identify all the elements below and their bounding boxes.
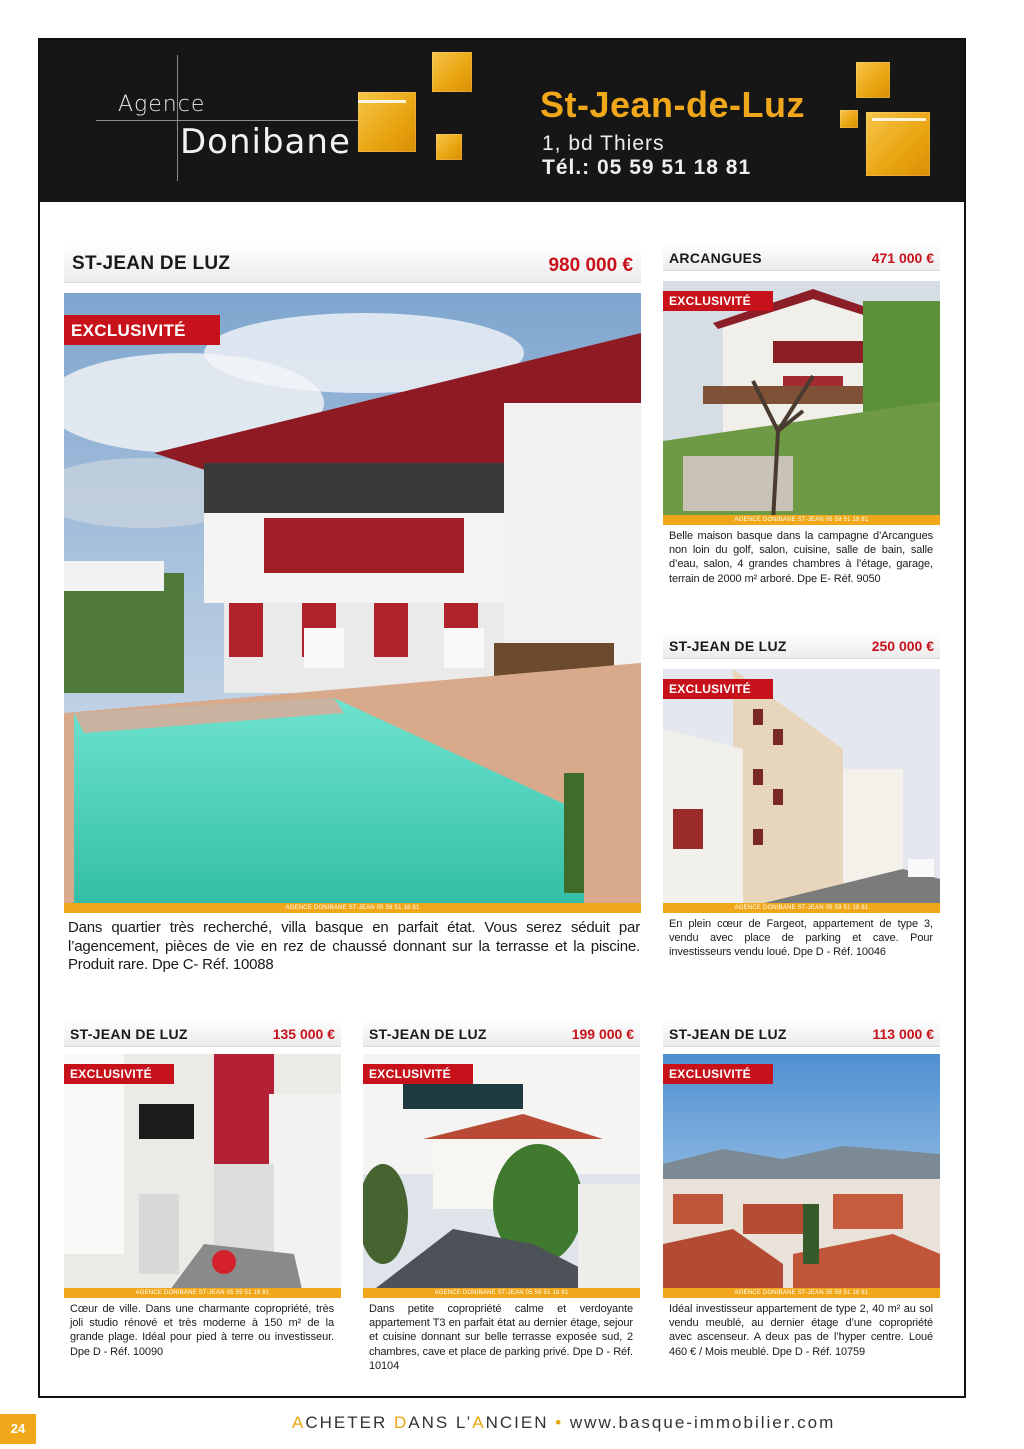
agency-phone[interactable]: Tél.: 05 59 51 18 81 [542,156,752,179]
exclusivity-badge: EXCLUSIVITÉ [64,1064,174,1084]
villa-pool-illustration [64,293,641,913]
exclusivity-badge: EXCLUSIVITÉ [64,315,220,345]
logo-square-small-icon [432,52,472,92]
listing-price: 471 000 € [871,250,934,266]
photo-credit: AGENCE DONIBANE ST-JEAN 05 59 51 18 81 [663,515,940,525]
listing-description: En plein cœur de Fargeot, appartement de type 3, vendu avec place de parking et cave. Pour investisseurs vendu loué. Dpe D - Réf. 10046 [669,918,933,959]
footer-word-dans: ANS L’ [408,1413,473,1432]
agency-header [40,40,964,202]
footer-initial-a: A [292,1413,306,1432]
listing-price: 250 000 € [871,638,934,654]
exclusivity-badge: EXCLUSIVITÉ [663,679,773,699]
listing-photo-street-building[interactable] [663,669,940,913]
residence-garden-illustration [363,1054,640,1298]
square-highlight-icon [872,118,926,121]
basque-house-illustration [663,281,940,525]
exclusivity-badge: EXCLUSIVITÉ [663,1064,773,1084]
page-number: 24 [0,1414,36,1444]
listing-location: ST-JEAN DE LUZ [72,253,231,274]
logo-agence: Agence [118,92,206,117]
footer-word-ancien: NCIEN [485,1413,549,1432]
footer-initial-a2: A [472,1413,486,1432]
listing-photo-studio-kitchen[interactable] [64,1054,341,1298]
street-building-illustration [663,669,940,913]
studio-kitchen-illustration [64,1054,341,1298]
listing-location: ST-JEAN DE LUZ [369,1026,487,1042]
listing-price: 199 000 € [571,1026,634,1042]
listing-header-rooftops [663,1019,940,1047]
footer-banner [292,1413,835,1433]
listing-header-t3 [363,1019,640,1047]
logo-divider-vertical [177,55,178,181]
listing-description: Idéal investisseur appartement de type 2, 40 m² au sol vendu meublé, au dernier étage d’une copropriété avec ascenseur. A deux pas de l’hyper centre. Loué 460 € / Mois meublé. Dpe D - Réf. 10759 [669,1303,933,1358]
logo-donibane: Donibane [180,122,351,162]
logo-square-tiny-icon [436,134,462,160]
listing-photo-rooftop-view[interactable] [663,1054,940,1298]
footer-word-acheter: CHETER [305,1413,394,1432]
footer-separator: • [548,1413,570,1432]
footer-website-link[interactable]: www.basque-immobilier.com [569,1413,836,1432]
logo-divider-horizontal [96,120,380,121]
listing-photo-residence-garden[interactable] [363,1054,640,1298]
listing-header-arcangues [663,243,940,271]
agency-address: 1, bd Thiers [542,132,665,155]
deco-square-mini-icon [840,110,858,128]
listing-price: 980 000 € [548,255,633,276]
listing-description: Dans quartier très recherché, villa basque en parfait état. Vous serez séduit par l’agencement, pièces de vie en rez de chaussé donnant sur la terrasse et la piscine. Produit rare. Dpe C- Réf. 10088 [68,919,640,973]
agency-city: St-Jean-de-Luz [540,84,806,125]
listing-header-fargeot [663,631,940,659]
listing-location: ARCANGUES [669,250,762,266]
listing-price: 135 000 € [272,1026,335,1042]
listing-photo-basque-house[interactable] [663,281,940,525]
deco-square-large-icon [866,112,930,176]
listing-description: Dans petite copropriété calme et verdoyante appartement T3 en parfait état au dernier étage, sejour et cuisine donnant sur belle terrasse exposée sud, 2 chambres, cave et place de parking privé. Dpe D - Réf. 10104 [369,1303,633,1372]
photo-credit: AGENCE DONIBANE ST-JEAN 05 59 51 18 81 [663,903,940,913]
square-highlight-icon [358,100,406,103]
exclusivity-badge: EXCLUSIVITÉ [663,291,773,311]
rooftop-view-illustration [663,1054,940,1298]
listing-price: 113 000 € [872,1026,934,1042]
photo-credit: AGENCE DONIBANE ST-JEAN 05 59 51 18 81 [663,1288,940,1298]
listing-location: ST-JEAN DE LUZ [669,1026,787,1042]
listing-location: ST-JEAN DE LUZ [70,1026,188,1042]
exclusivity-badge: EXCLUSIVITÉ [363,1064,473,1084]
listing-header-main [64,243,641,283]
listing-description: Cœur de ville. Dans une charmante copropriété, très joli studio rénové et très moderne à 150 m² de la grande plage. Idéal pour pied à terre ou investisseur. Dpe D - Réf. 10090 [70,1303,334,1358]
listing-photo-villa-pool[interactable] [64,293,641,913]
footer-initial-d: D [393,1413,409,1432]
photo-credit: AGENCE DONIBANE ST-JEAN 05 59 51 18 81 [363,1288,640,1298]
listing-description: Belle maison basque dans la campagne d’Arcangues non loin du golf, salon, cuisine, salle de bain, salle d’eau, salon, 4 grandes chambres à l’étage, garage, terrain de 2000 m² arboré. Dpe E- Réf. 9050 [669,530,933,585]
photo-credit: AGENCE DONIBANE ST-JEAN 05 59 51 18 81 [64,1288,341,1298]
photo-credit: AGENCE DONIBANE ST-JEAN 05 59 51 18 81 [64,903,641,913]
listing-location: ST-JEAN DE LUZ [669,638,787,654]
deco-square-top-icon [856,62,890,98]
listing-header-studio [64,1019,341,1047]
